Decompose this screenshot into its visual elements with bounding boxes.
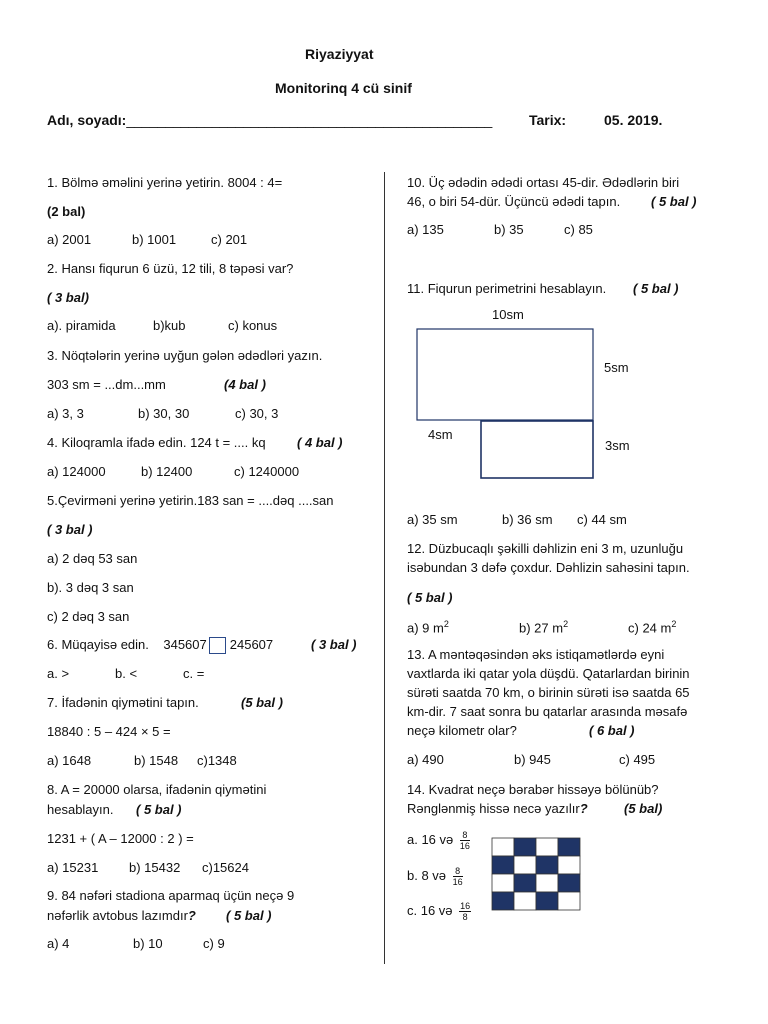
q7-option-a[interactable]: a) 1648 (47, 753, 92, 768)
q4-points: ( 4 bal ) (297, 435, 343, 450)
fraction-denominator: 8 (462, 912, 468, 922)
q6-left-number: 345607 (163, 637, 207, 652)
q8-option-c[interactable]: c)15624 (202, 860, 249, 875)
q2-option-a[interactable]: a). piramida (47, 318, 116, 333)
q14-question-mark: ? (579, 801, 588, 816)
checker-cell-filled (558, 874, 580, 892)
q3-points: (4 bal ) (224, 377, 266, 392)
q9-line2: nəfərlik avtobus lazımdır (47, 908, 188, 923)
q5-option-c[interactable]: c) 2 dəq 3 san (47, 609, 130, 624)
checker-cell-filled (514, 874, 536, 892)
q10-line1: 10. Üç ədədin ədədi ortası 45-dir. Ədədlərin biri (407, 175, 680, 190)
q5-points: ( 3 bal ) (47, 522, 93, 537)
q9-option-c[interactable]: c) 9 (203, 936, 225, 951)
checker-cell-empty (536, 874, 558, 892)
q1-option-c[interactable]: c) 201 (211, 232, 248, 247)
q13-line4: km-dir. 7 saat sonra bu qatarlar arasında məsafə (407, 704, 688, 719)
q5-text: 5.Çevirməni yerinə yetirin.183 san = ....dəq ....san (47, 493, 334, 508)
q14-points: (5 bal) (624, 801, 663, 816)
checker-cell-filled (514, 838, 536, 856)
q6-option-a[interactable]: a. > (47, 666, 70, 681)
q13-option-c[interactable]: c) 495 (619, 752, 656, 767)
q13-line1: 13. A məntəqəsindən əks istiqamətlərdə eyni (407, 647, 665, 662)
q7-expression: 18840 : 5 – 424 × 5 = (47, 724, 171, 739)
q6-answer-box[interactable] (209, 637, 226, 654)
q12-option-c[interactable] (628, 619, 676, 635)
q11-option-b[interactable]: b) 36 sm (502, 512, 553, 527)
q11-text: 11. Fiqurun perimetrini hesablayın. (407, 281, 607, 296)
checker-cell-empty (558, 892, 580, 910)
q4-option-c[interactable]: c) 1240000 (234, 464, 300, 479)
q14-option-b[interactable] (407, 866, 463, 887)
q9-line2-wrap (47, 908, 196, 923)
q14-option-b-prefix: b. 8 və (407, 867, 447, 883)
figure-large-rectangle (417, 329, 593, 420)
q4-option-b[interactable]: b) 12400 (141, 464, 193, 479)
q2-option-b[interactable]: b)kub (153, 318, 186, 333)
q14-option-b-fraction (453, 866, 463, 887)
q14-option-c-fraction (459, 901, 471, 922)
perimeter-figure (416, 328, 596, 480)
q5-option-a[interactable]: a) 2 dəq 53 san (47, 551, 138, 566)
q14-option-a[interactable] (407, 830, 470, 851)
fraction-denominator: 16 (452, 877, 463, 887)
q7-text: 7. İfadənin qiymətini tapın. (47, 695, 199, 710)
q3-expression: 303 sm = ...dm...mm (47, 377, 166, 392)
q8-line1: 8. A = 20000 olarsa, ifadənin qiymətini (47, 782, 267, 797)
q12-option-b-exponent: 2 (563, 619, 569, 629)
date-value: 05. 2019. (604, 112, 663, 128)
q11-points: ( 5 bal ) (633, 281, 679, 296)
name-label: Adı, soyadı: (47, 112, 127, 128)
q9-question-mark: ? (187, 908, 196, 923)
q10-line2: 46, o biri 54-dür. Üçüncü ədədi tapın. (407, 194, 621, 209)
q13-line3: sürəti saatda 70 km, o birinin sürəti isə saatda 65 (407, 685, 690, 700)
q12-points: ( 5 bal ) (407, 590, 453, 605)
checker-cell-filled (558, 838, 580, 856)
q2-option-c[interactable]: c) konus (228, 318, 278, 333)
q13-line5: neçə kilometr olar? (407, 723, 517, 738)
q6-prompt: 6. Müqayisə edin. (47, 637, 149, 652)
checker-cell-empty (514, 892, 536, 910)
fraction-numerator: 16 (460, 901, 471, 911)
fraction-denominator: 16 (459, 841, 470, 851)
q14-line2-wrap (407, 801, 588, 816)
q8-expression: 1231 + ( A – 12000 : 2 ) = (47, 831, 194, 846)
q14-line2: Rənglənmiş hissə necə yazılır (407, 801, 580, 816)
q9-option-b[interactable]: b) 10 (133, 936, 163, 951)
q10-option-a[interactable]: a) 135 (407, 222, 444, 237)
checker-cell-empty (492, 838, 514, 856)
subject-title: Riyaziyyat (305, 46, 374, 62)
q14-option-a-prefix: a. 16 və (407, 831, 454, 847)
q13-line2: vaxtlarda iki qatar yola düşdü. Qatarlardan birinin (407, 666, 690, 681)
q12-option-a[interactable] (407, 619, 449, 635)
checker-cell-filled (492, 892, 514, 910)
q8-line2: hesablayın. (47, 802, 114, 817)
q12-option-c-text: c) 24 m (628, 620, 672, 636)
q9-line1: 9. 84 nəfəri stadiona aparmaq üçün neçə 9 (47, 888, 295, 903)
q6-text (47, 637, 273, 654)
q11-label-left: 4sm (428, 427, 453, 442)
q10-option-c[interactable]: c) 85 (564, 222, 593, 237)
q13-points: ( 6 bal ) (589, 723, 635, 738)
checker-cell-empty (492, 874, 514, 892)
q3-option-c[interactable]: c) 30, 3 (235, 406, 279, 421)
fraction-numerator: 8 (453, 866, 463, 877)
q7-option-c[interactable]: c)1348 (197, 753, 237, 768)
q10-points: ( 5 bal ) (651, 194, 697, 209)
q14-option-c-prefix: c. 16 və (407, 902, 453, 918)
exam-title: Monitorinq 4 cü sinif (275, 80, 412, 96)
q11-option-c[interactable]: c) 44 sm (577, 512, 627, 527)
q11-option-a[interactable]: a) 35 sm (407, 512, 458, 527)
q2-text: 2. Hansı fiqurun 6 üzü, 12 tili, 8 təpəsi var? (47, 261, 294, 276)
q10-option-b[interactable]: b) 35 (494, 222, 524, 237)
q13-option-b[interactable]: b) 945 (514, 752, 551, 767)
fraction-numerator: 8 (460, 830, 470, 841)
q6-right-number: 245607 (229, 637, 274, 652)
q8-option-a[interactable]: a) 15231 (47, 860, 99, 875)
q13-option-a[interactable]: a) 490 (407, 752, 444, 767)
q2-points: ( 3 bal) (47, 290, 89, 305)
q12-line1: 12. Düzbucaqlı şəkilli dəhlizin eni 3 m, uzunluğu (407, 541, 684, 556)
q12-option-c-exponent: 2 (671, 619, 677, 629)
q7-points: (5 bal ) (241, 695, 283, 710)
q14-line1: 14. Kvadrat neçə bərabər hissəyə bölünüb? (407, 782, 659, 797)
q1-option-a[interactable]: a) 2001 (47, 232, 92, 247)
q11-label-top: 10sm (492, 307, 524, 322)
q11-label-right-top: 5sm (604, 360, 629, 375)
q14-option-c[interactable] (407, 901, 471, 922)
q3-text: 3. Nöqtələrin yerinə uyğun gələn ədədləri yazın. (47, 348, 323, 363)
q9-option-a[interactable]: a) 4 (47, 936, 70, 951)
q4-text: 4. Kiloqramla ifadə edin. 124 t = .... kq (47, 435, 266, 450)
q1-option-b[interactable]: b) 1001 (132, 232, 177, 247)
q4-option-a[interactable]: a) 124000 (47, 464, 106, 479)
name-field[interactable] (47, 112, 492, 128)
q12-option-b-text: b) 27 m (519, 620, 564, 636)
column-divider (384, 172, 385, 964)
q3-option-b[interactable]: b) 30, 30 (138, 406, 190, 421)
checker-cell-filled (492, 856, 514, 874)
q1-text: 1. Bölmə əməlini yerinə yetirin. 8004 : 4= (47, 175, 283, 190)
checker-cell-filled (536, 856, 558, 874)
checker-cell-filled (536, 892, 558, 910)
q5-option-b[interactable]: b). 3 dəq 3 san (47, 580, 134, 595)
figure-small-rectangle (481, 421, 593, 478)
q6-option-b[interactable]: b. < (115, 666, 138, 681)
q14-option-a-fraction (460, 830, 470, 851)
checker-cell-empty (558, 856, 580, 874)
q3-option-a[interactable]: a) 3, 3 (47, 406, 84, 421)
q6-option-c[interactable]: c. = (183, 666, 205, 681)
q12-option-b[interactable] (519, 619, 568, 635)
q12-option-a-text: a) 9 m (407, 620, 444, 636)
name-line: _______________________________________________ (126, 112, 493, 128)
q8-points: ( 5 bal ) (136, 802, 182, 817)
q12-option-a-exponent: 2 (443, 619, 449, 629)
q8-option-b[interactable]: b) 15432 (129, 860, 181, 875)
date-label: Tarix: (529, 112, 567, 128)
q9-points: ( 5 bal ) (226, 908, 272, 923)
q11-label-right-bottom: 3sm (605, 438, 630, 453)
checker-cell-empty (536, 838, 558, 856)
checker-cell-empty (514, 856, 536, 874)
q6-points: ( 3 bal ) (311, 637, 357, 652)
checkerboard-square (491, 837, 581, 911)
q7-option-b[interactable]: b) 1548 (134, 753, 179, 768)
q1-points: (2 bal) (47, 204, 86, 219)
q12-line2: isəbundan 3 dəfə çoxdur. Dəhlizin sahəsini tapın. (407, 560, 690, 575)
